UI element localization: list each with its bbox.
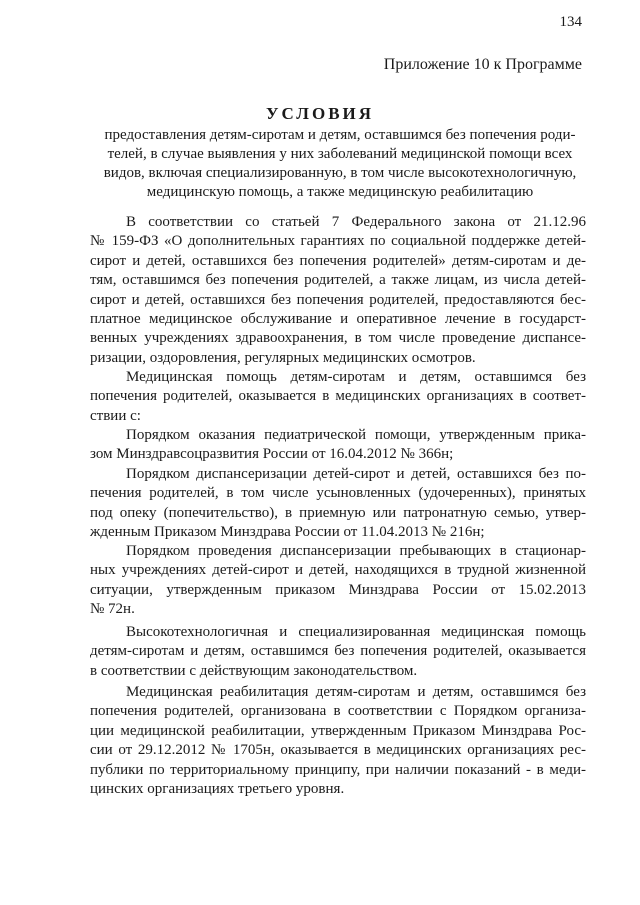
text-line: ных учреждениях детей-сирот и детей, находящихся в трудной жизненной: [90, 562, 586, 579]
text-line: Порядком проведения диспансеризации пребывающих в стационар-: [126, 543, 586, 559]
paragraph-dispensary-order: [90, 465, 586, 543]
text-line: Высокотехнологичная и специализированная медицинская помощь: [126, 624, 586, 640]
document-title: УСЛОВИЯ: [265, 104, 375, 123]
appendix-label: Приложение 10 к Программе: [383, 56, 582, 73]
paragraph-high-tech-help: [90, 623, 586, 681]
text-line: ризации, оздоровления, регулярных медицинских осмотров.: [90, 349, 476, 366]
text-line: попечения родителей, оказывается в медицинских организациях в соответ-: [90, 388, 586, 405]
text-line: № 159-ФЗ «О дополнительных гарантиях по социальной поддержке детей-: [90, 233, 586, 250]
text-line: ции медицинской реабилитации, утвержденным Приказом Минздрава Рос-: [90, 722, 586, 739]
text-line: детям-сиротам и детям, оставшимся без попечения родителей, оказывается: [90, 643, 586, 660]
text-line: Медицинская реабилитация детям-сиротам и детям, оставшимся без: [126, 684, 586, 700]
text-line: Порядком оказания педиатрической помощи, утвержденным прика-: [126, 427, 586, 443]
text-line: платное медицинское обслуживание и оперативное лечение в государст-: [90, 311, 586, 328]
document-subtitle: [90, 126, 590, 202]
text-line: В соответствии со статьей 7 Федерального закона от 21.12.96: [126, 214, 586, 230]
text-line: под опеку (попечительство), в приемную или патронатную семью, утвер-: [90, 504, 586, 521]
text-line: печения родителей, в том числе усыновленных (удочеренных), принятых: [90, 485, 586, 502]
subtitle-line: медицинскую помощь, а также медицинскую реабилитацию: [146, 184, 534, 200]
paragraph-rehabilitation: [90, 683, 586, 799]
text-line: цинских организациях третьего уровня.: [90, 781, 345, 798]
paragraph-federal-law: [90, 213, 586, 368]
subtitle-line: телей, в случае выявления у них заболеваний медицинской помощи всех: [107, 146, 573, 162]
text-line: сии от 29.12.2012 № 1705н, оказывается в медицинских организациях рес-: [90, 742, 586, 759]
paragraph-stationary-order: [90, 542, 586, 620]
page-number: 134: [559, 14, 582, 30]
text-line: ствии с:: [90, 407, 141, 424]
text-line: Медицинская помощь детям-сиротам и детям, оставшимся без: [126, 369, 586, 385]
text-line: сирот и детей, оставшихся без попечения родителей, предоставляются бес-: [90, 291, 586, 308]
subtitle-line: предоставления детям-сиротам и детям, оставшимся без попечения роди-: [104, 127, 576, 143]
text-line: в соответствии с действующим законодательством.: [90, 662, 418, 679]
text-line: жденным Приказом Минздрава России от 11.04.2013 № 216н;: [90, 524, 485, 541]
text-line: венных учреждениях здравоохранения, в том числе проведение диспансе-: [90, 330, 586, 347]
text-line: сирот и детей, оставшихся без попечения родителей» детям-сиротам и де-: [90, 252, 586, 269]
paragraph-medical-help: [90, 368, 586, 426]
paragraph-pediatric-order: [90, 426, 586, 465]
text-line: № 72н.: [90, 601, 135, 618]
text-line: тям, оставшимся без попечения родителей, а также лицам, из числа детей-: [90, 272, 586, 289]
text-line: попечения родителей, организована в соответствии с Порядком организа-: [90, 703, 586, 720]
subtitle-line: видов, включая специализированную, в том числе высокотехнологичную,: [103, 165, 577, 181]
text-line: Порядком диспансеризации детей-сирот и детей, оставшихся без по-: [126, 466, 586, 482]
text-line: публики по территориальному принципу, при наличии показаний - в меди-: [90, 761, 586, 778]
text-line: ситуации, утвержденным приказом Минздрава России от 15.02.2013: [90, 581, 586, 598]
text-line: зом Минздравсоцразвития России от 16.04.2012 № 366н;: [90, 446, 454, 463]
